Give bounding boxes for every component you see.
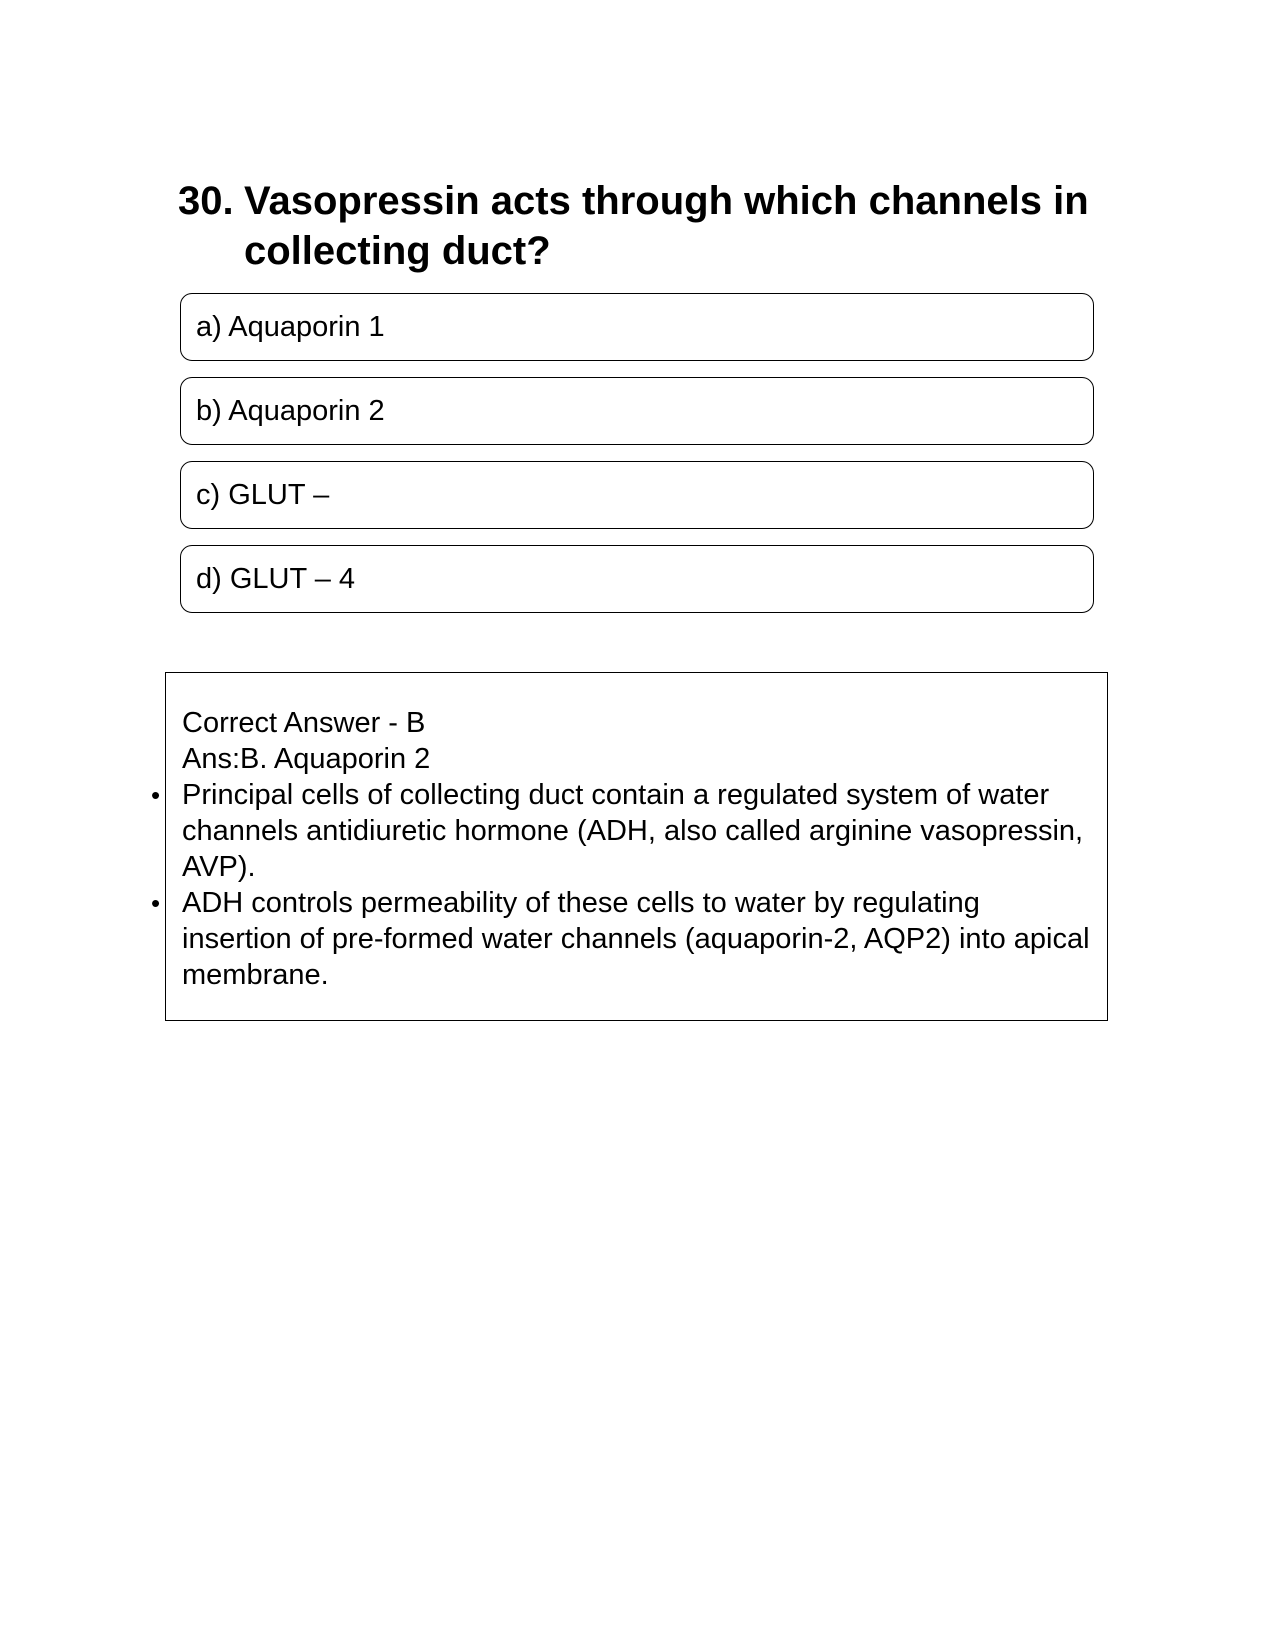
option-c-label: c) GLUT –: [196, 478, 330, 511]
option-d-label: d) GLUT – 4: [196, 562, 356, 595]
bullet-icon: •: [151, 780, 161, 810]
question-number: 30.: [178, 179, 234, 223]
option-d[interactable]: [180, 545, 1094, 613]
option-a[interactable]: [180, 293, 1094, 361]
answer-explanation-box: [151, 672, 1108, 1021]
option-a-label: a) Aquaporin 1: [196, 310, 385, 343]
explanation-point: [151, 777, 1095, 885]
option-b-label: b) Aquaporin 2: [196, 394, 385, 427]
correct-answer-text: Correct Answer - B: [182, 707, 426, 739]
answer-detail-text: Ans:B. Aquaporin 2: [182, 743, 431, 775]
options-list: [180, 293, 1094, 629]
explanation-point-text: ADH controls permeability of these cells to water by regulating insertion of pre-formed water channels (aquaporin-2, AQP2) into apical membrane.: [182, 887, 1090, 991]
explanation-bullets: [151, 777, 1095, 993]
explanation-point-text: Principal cells of collecting duct contain a regulated system of water channels antidiuretic hormone (ADH, also called arginine vasopressin, AVP).: [182, 779, 1084, 883]
question-heading: [178, 176, 1098, 276]
option-b[interactable]: [180, 377, 1094, 445]
bullet-icon: •: [151, 888, 161, 918]
option-c[interactable]: [180, 461, 1094, 529]
question-text: Vasopressin acts through which channels in collecting duct?: [244, 179, 1089, 273]
explanation-point: [151, 885, 1095, 993]
